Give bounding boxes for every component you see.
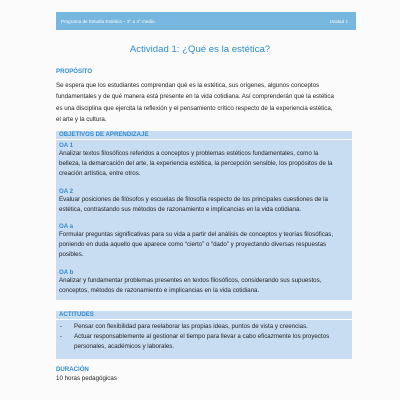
oa-line: Formular preguntas significativas para su vida a partir del análisis de conceptos y teorías filosóficas, <box>59 231 334 239</box>
oa-line: poniendo en duda aquello que aparece como “cierto” o “dado” y proyectando diversas respuestas <box>59 241 327 249</box>
oa-line: Evaluar posiciones de filósofos y escuelas de filosofía respecto de los principales cuestiones de la <box>59 195 328 203</box>
list-item <box>56 322 352 332</box>
proposito-line: Se espera que los estudiantes comprendan qué es la estética, sus orígenes, algunos conceptos <box>56 82 320 89</box>
proposito-line: el arte y la cultura. <box>56 116 107 124</box>
oa-label: OA 1 <box>59 142 73 149</box>
actitud-text <box>74 332 352 352</box>
header-bar <box>56 12 356 30</box>
proposito-section <box>56 68 356 126</box>
oa-item <box>56 188 352 215</box>
oa-item <box>56 223 352 261</box>
proposito-line: es una disciplina que ejercita la reflexión y el pensamiento crítico respecto de la experiencia estética, <box>56 104 333 112</box>
oa-line: Analizar y fundamentar problemas presentes en textos filosóficos, considerando sus supuestos, <box>59 276 322 284</box>
actitud-line: Actuar responsablemente al gestionar el tiempo para llevar a cabo eficazmente los proyectos <box>74 333 330 341</box>
oa-line: conceptos, métodos de razonamiento e implicancias en la vida cotidiana. <box>59 286 260 294</box>
oa-line: estética, contrastando sus métodos de razonamiento e implicancias en la vida cotidiana. <box>59 205 302 213</box>
oa-label: OA a <box>59 223 73 231</box>
actitud-line: personales, académicos y laborales. <box>74 343 175 351</box>
proposito-text <box>56 80 356 126</box>
oa-item <box>56 269 352 296</box>
objetivos-heading: OBJETIVOS DE APRENDIZAJE <box>56 131 352 140</box>
proposito-heading: PROPÓSITO <box>56 68 93 75</box>
unit-label: Unidad 1 <box>329 18 348 24</box>
program-name: Programa de Estudio Estética – 3° a 4° medio <box>61 18 155 24</box>
activity-title: Actividad 1: ¿Qué es la estética? <box>129 44 271 55</box>
proposito-line: fundamentales y de qué manera está presente en la vida cotidiana. Así comprenderán que la estética <box>56 93 334 101</box>
duracion-value: 10 horas pedagógicas <box>56 375 117 382</box>
oa-label: OA b <box>59 268 74 276</box>
oa-item <box>56 142 352 180</box>
oa-label: OA 2 <box>59 187 73 195</box>
actitudes-heading: ACTITUDES <box>56 311 352 320</box>
list-item <box>56 332 352 352</box>
actitudes-box <box>56 311 352 359</box>
bullet-dash-icon: - <box>60 333 63 341</box>
oa-line: belleza, la demarcación del arte, la experiencia estética, la percepción sensible, los propósitos de la <box>59 160 333 168</box>
bullet-dash-icon: - <box>60 323 63 330</box>
actitud-line: Pensar con flexibilidad para reelaborar las propias ideas, puntos de vista y creencias. <box>74 323 308 330</box>
oa-line: creación artística, entre otros. <box>59 170 141 178</box>
objetivos-box <box>56 131 352 300</box>
duracion-section <box>56 366 356 384</box>
actitudes-list <box>56 322 352 353</box>
oa-line: posibles. <box>59 251 84 259</box>
oa-line: Analizar textos filosóficos referidos a conceptos y problemas estéticos fundamentales, como la <box>59 150 319 157</box>
duracion-heading: DURACIÓN <box>56 366 89 373</box>
